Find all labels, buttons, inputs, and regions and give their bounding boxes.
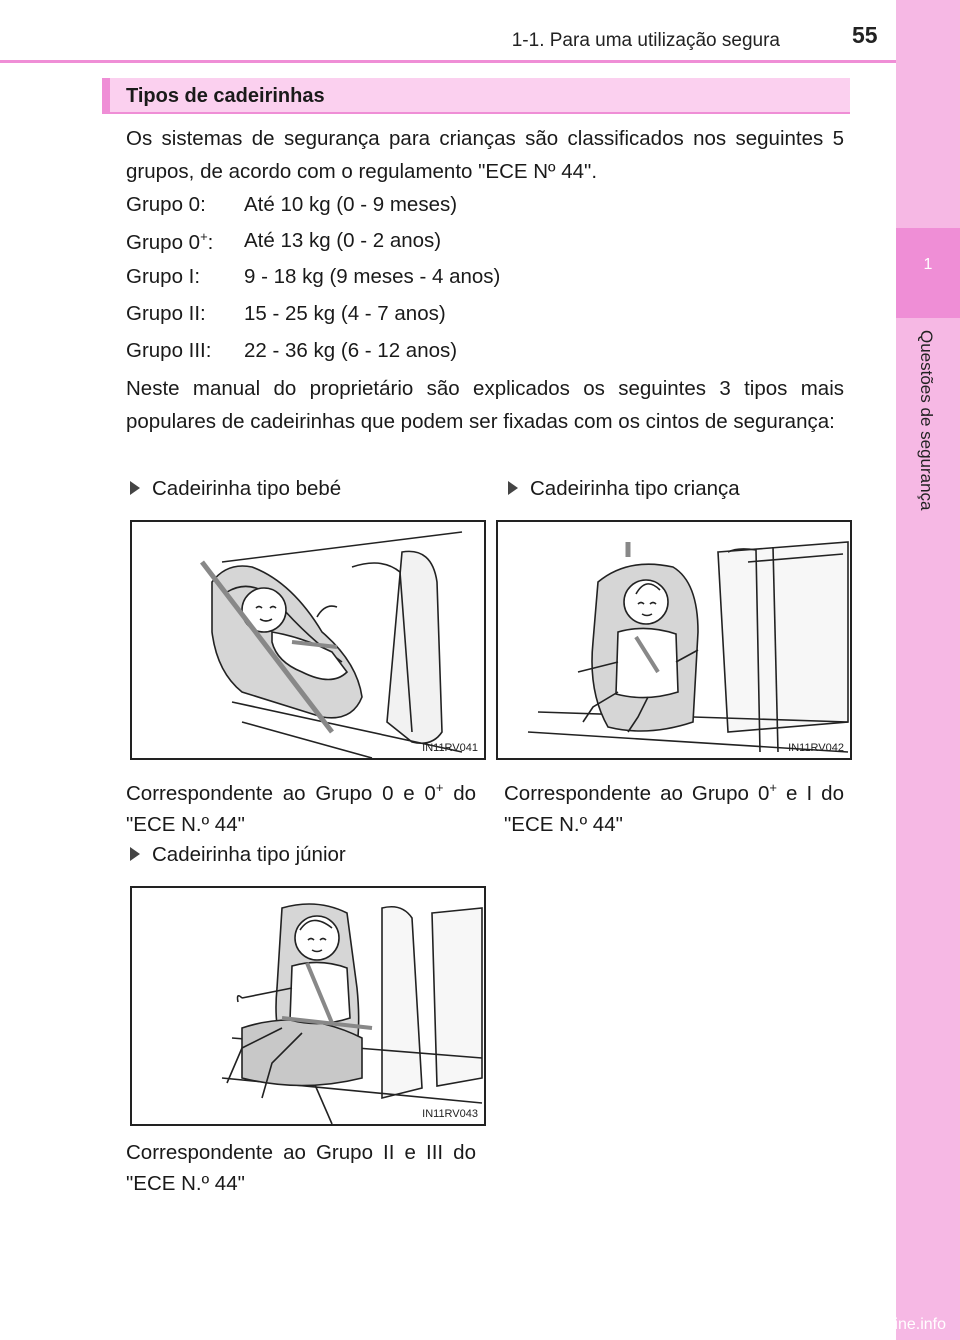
chapter-number: 1 (923, 256, 933, 273)
heading-accent-bar (102, 78, 110, 112)
group-value: Até 13 kg (0 - 2 anos) (244, 229, 442, 252)
chapter-side-tab (896, 0, 960, 1340)
group-label: Grupo 0: (126, 193, 206, 216)
baby-seat-drawing (132, 522, 484, 758)
triangle-bullet-icon (130, 847, 140, 861)
seat-type-heading-junior: Cadeirinha tipo júnior (130, 843, 346, 867)
header-rule (0, 60, 896, 63)
junior-seat-drawing (132, 888, 484, 1124)
group-value: 22 - 36 kg (6 - 12 anos) (244, 339, 458, 362)
figure-code: IN11RV042 (788, 742, 844, 754)
explanation-paragraph: Neste manual do proprietário são explicados os seguintes 3 tipos mais populares de cadeirinhas que podem ser fixadas com os cintos de segurança: (126, 377, 844, 433)
junior-seat-illustration (130, 886, 486, 1126)
caption-baby-seat: Correspondente ao Grupo 0 e 0+ do "ECE N.º 44" (126, 780, 476, 836)
triangle-bullet-icon (130, 481, 140, 495)
child-seat-drawing (498, 522, 850, 758)
group-label: Grupo I: (126, 265, 201, 288)
running-header: 1-1. Para uma utilização segura (511, 30, 780, 51)
group-label: Grupo II: (126, 302, 206, 325)
page-number: 55 (852, 22, 878, 48)
group-label: Grupo 0+: (126, 229, 214, 254)
section-heading (102, 78, 850, 114)
seat-type-heading-child: Cadeirinha tipo criança (508, 477, 740, 501)
seat-type-heading-baby: Cadeirinha tipo bebé (130, 477, 341, 501)
section-heading-text: Tipos de cadeirinhas (126, 85, 325, 107)
intro-paragraph: Os sistemas de segurança para crianças são classificados nos seguintes 5 grupos, de acordo com o regulamento "ECE Nº 44". (126, 127, 844, 183)
caption-junior-seat: Correspondente ao Grupo II e III do "ECE N.º 44" (126, 1141, 476, 1195)
group-value: Até 10 kg (0 - 9 meses) (244, 193, 458, 216)
group-label: Grupo III: (126, 339, 212, 362)
chapter-title: Questões de segurança (917, 330, 936, 511)
watermark: carmanualsonline.info (790, 1316, 946, 1333)
group-value: 15 - 25 kg (4 - 7 anos) (244, 302, 446, 325)
caption-child-seat: Correspondente ao Grupo 0+ e I do "ECE N.º 44" (504, 780, 844, 836)
figure-code: IN11RV043 (422, 1108, 478, 1120)
triangle-bullet-icon (508, 481, 518, 495)
figure-code: IN11RV041 (422, 742, 478, 754)
baby-seat-illustration (130, 520, 486, 760)
child-seat-illustration (496, 520, 852, 760)
group-value: 9 - 18 kg (9 meses - 4 anos) (244, 265, 501, 288)
